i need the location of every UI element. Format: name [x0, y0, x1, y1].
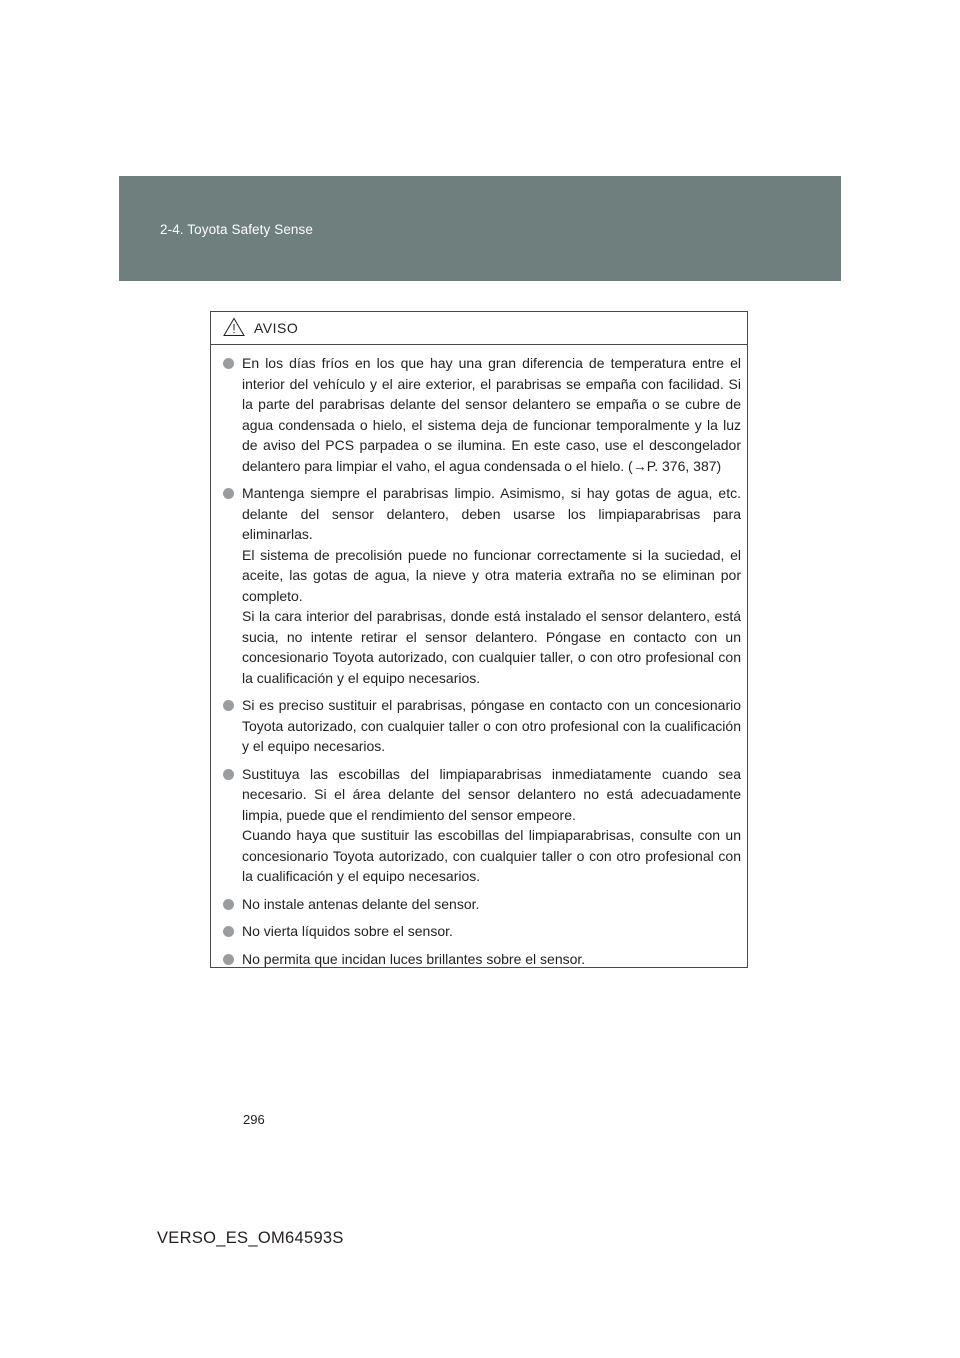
page-number: 296: [243, 1112, 265, 1127]
warning-item: [223, 764, 741, 887]
warning-item: [223, 353, 741, 476]
bullet-icon: [223, 899, 234, 910]
footer-document-code: VERSO_ES_OM64593S: [157, 1229, 344, 1247]
bullet-icon: [223, 358, 234, 369]
warning-paragraph: Si es preciso sustituir el parabrisas, póngase en contacto con un concesionario Toyota autorizado, con cualquier taller o con otro profesional con la cualificación y el equipo necesarios.: [242, 697, 741, 754]
warning-box: [210, 311, 748, 968]
warning-paragraph: Mantenga siempre el parabrisas limpio. Asimismo, si hay gotas de agua, etc. delante del sensor delantero, deben usarse los limpiaparabrisas para eliminarlas.: [242, 485, 741, 542]
warning-item: [223, 695, 741, 757]
bullet-icon: [223, 926, 234, 937]
warning-header: [211, 312, 747, 345]
warning-label: AVISO: [254, 320, 299, 336]
bullet-icon: [223, 954, 234, 965]
warning-paragraph: El sistema de precolisión puede no funcionar correctamente si la suciedad, el aceite, las gotas de agua, la nieve y otra materia extraña no se eliminan por completo.: [242, 546, 741, 604]
section-title: 2-4. Toyota Safety Sense: [160, 222, 313, 237]
warning-paragraph: En los días fríos en los que hay una gran diferencia de temperatura entre el interior del vehículo y el aire exterior, el parabrisas se empaña con facilidad. Si la parte del parabrisas delante del sensor delantero se empaña o se cubre de agua condensada o hielo, el sistema deja de funcionar temporalmente y la luz de aviso del PCS parpadea o se ilumina. En este caso, use el descongelador delantero para limpiar el vaho, el agua condensada o el hielo. (→P. 376, 387): [242, 355, 741, 474]
warning-paragraph: No vierta líquidos sobre el sensor.: [242, 923, 453, 939]
warning-paragraph: No permita que incidan luces brillantes sobre el sensor.: [242, 950, 586, 967]
warning-item: [223, 894, 741, 915]
warning-paragraph: Si la cara interior del parabrisas, donde está instalado el sensor delantero, está sucia, no intente retirar el sensor delantero. Póngase en contacto con un concesionario Toyota autorizado, con cualquier taller, o con otro profesional con la cualificación y el equipo necesarios.: [242, 608, 741, 686]
bullet-icon: [223, 700, 234, 711]
warning-paragraph: No instale antenas delante del sensor.: [242, 895, 480, 912]
section-header-band: [119, 176, 841, 281]
warning-paragraph: Cuando haya que sustituir las escobillas del limpiaparabrisas, consulte con un concesionario Toyota autorizado, con cualquier taller o con otro profesional con la cualificación y el equipo necesarios.: [242, 827, 741, 884]
warning-list: [211, 345, 747, 969]
warning-item: [223, 949, 741, 970]
warning-item: [223, 921, 741, 942]
warning-paragraph: Sustituya las escobillas del limpiaparabrisas inmediatamente cuando sea necesario. Si el área delante del sensor delantero no está adecuadamente limpia, puede que el rendimiento del sensor empeore.: [242, 765, 741, 823]
bullet-icon: [223, 769, 234, 780]
warning-triangle-icon: [223, 317, 245, 337]
warning-item: [223, 483, 741, 688]
bullet-icon: [223, 488, 234, 499]
